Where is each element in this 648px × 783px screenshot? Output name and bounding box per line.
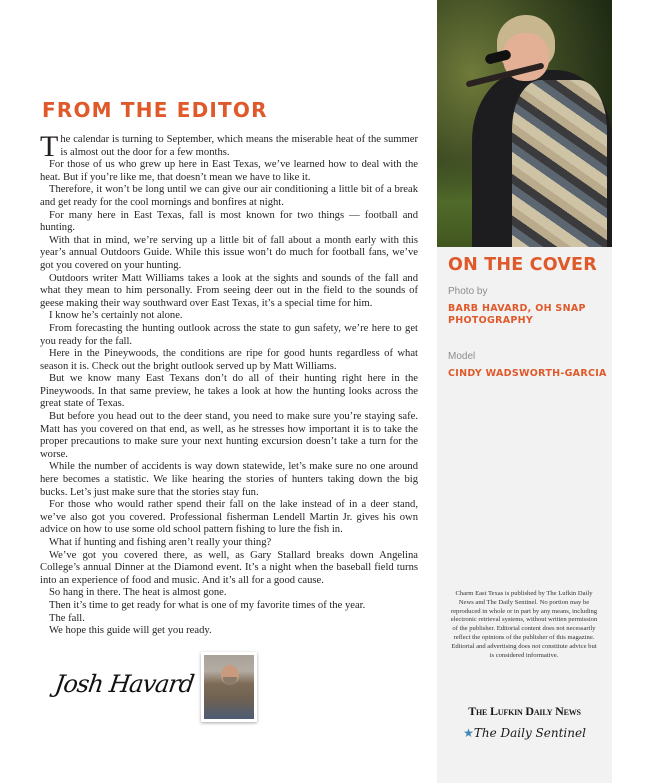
- sentinel-name: The Daily Sentinel: [473, 726, 586, 740]
- paragraph: [40, 130, 418, 163]
- cover-photo: [437, 0, 612, 247]
- photographer-credit: BARB HAVARD, OH SNAP PHOTOGRAPHY: [448, 303, 586, 326]
- model-credit: CINDY WADSWORTH-GARCIA: [448, 368, 607, 379]
- paragraph-text: he calendar is turning to September, which means the miserable heat of the summer is almost out the door for a few months.: [60, 134, 418, 158]
- editor-signature: Josh Havard: [53, 670, 196, 698]
- editor-title: FROM THE EDITOR: [42, 98, 268, 122]
- paragraph: The fall.: [49, 612, 85, 624]
- star-icon: ★: [463, 726, 474, 740]
- paragraph: Then it’s time to get ready for what is one of my favorite times of the year.: [49, 599, 366, 611]
- paragraph: We hope this guide will get you ready.: [49, 625, 212, 637]
- paragraph: What if hunting and fishing aren’t really your thing?: [49, 537, 272, 548]
- cover-sidebar: [437, 0, 612, 783]
- editor-column: [40, 98, 418, 638]
- paragraph: From forecasting the hunting outlook across the state to gun safety, we’re here to get you ready for the fall.: [40, 322, 418, 347]
- paragraph: But before you head out to the deer stand, you need to make sure you’re staying safe. Matt has you covered on that end, as well, as he stresses how important it is to take the proper precautions to make sure your next hunting excursion doesn’t take a turn for the worse.: [40, 411, 418, 460]
- paragraph: We’ve got you covered there, as well, as Gary Stallard breaks down Angelina College’s annual Dinner at the Diamond event. It’s a night when the baseball field turns into an experience of food and music. And it’s all for a good cause.: [40, 549, 418, 586]
- editor-photo: [201, 652, 257, 722]
- drop-cap: T: [40, 130, 59, 163]
- cover-title: ON THE COVER: [448, 255, 597, 275]
- signature-area: [55, 650, 265, 730]
- cover-credits: [448, 254, 608, 404]
- lufkin-daily-news-logo: The Lufkin Daily News: [468, 704, 581, 718]
- paragraph: But we know many East Texans don’t do all of their hunting right here in the Pineywoods. In that same preview, he takes a look at how the hunting looks across the great state of Texas.: [40, 373, 418, 410]
- paragraph: I know he’s certainly not alone.: [49, 310, 183, 322]
- paragraph: Here in the Pineywoods, the conditions are ripe for good hunts regardless of what season it is. Check out the bright outlook served up by Matt Williams.: [40, 348, 418, 372]
- paragraph: Outdoors writer Matt Williams takes a look at the sights and sounds of the fall and what they mean to him personally. From seeing deer out in the field to the sounds of geese making their way southward over East Texas, it’s a special time for him.: [40, 272, 418, 309]
- paragraph: So hang in there. The heat is almost gone.: [49, 587, 227, 599]
- paragraph: For many here in East Texas, fall is most known for two things — football and hunting.: [40, 209, 418, 234]
- paragraph: With that in mind, we’re serving up a little bit of fall about a month early with this year’s annual Outdoors Guide. While this issue won’t do much for football fans, we’ve got you covered on your hunting.: [40, 234, 418, 271]
- paragraph: While the number of accidents is way down statewide, let’s make sure no one around here becomes a statistic. We like hearing the stories of hunters taking down the big bucks. Let’s just make sure that the stories stay fun.: [40, 461, 418, 498]
- paragraph: Therefore, it won’t be long until we can give our air conditioning a little bit of a break and get ready for the cool mornings and bonfires at night.: [40, 184, 418, 208]
- photo-label: Photo by: [448, 286, 488, 297]
- editor-body: [40, 130, 418, 638]
- daily-sentinel-logo: [437, 726, 612, 740]
- model-label: Model: [448, 351, 476, 362]
- publisher-disclaimer: Charm East Texas is published by The Lufkin Daily News and The Daily Sentinel. No portion may be reproduced in whole or in part by any means, including electronic retrieval systems, without written permission of the publisher. Editorial content does not necessarily reflect the opinions of the publisher of this magazine. Editorial and advertising does not constitute advice but is considered informative.: [450, 590, 598, 659]
- paragraph: For those of us who grew up here in East Texas, we’ve learned how to deal with the heat. But if you’re like me, that doesn’t mean we have to like it.: [40, 159, 418, 183]
- paragraph: For those who would rather spend their fall on the lake instead of in a deer stand, we’ve also got you covered. Professional fisherman Lendell Martin Jr. gives his own advice on how to use some old school pattern fishing to lure the fish in.: [40, 499, 418, 536]
